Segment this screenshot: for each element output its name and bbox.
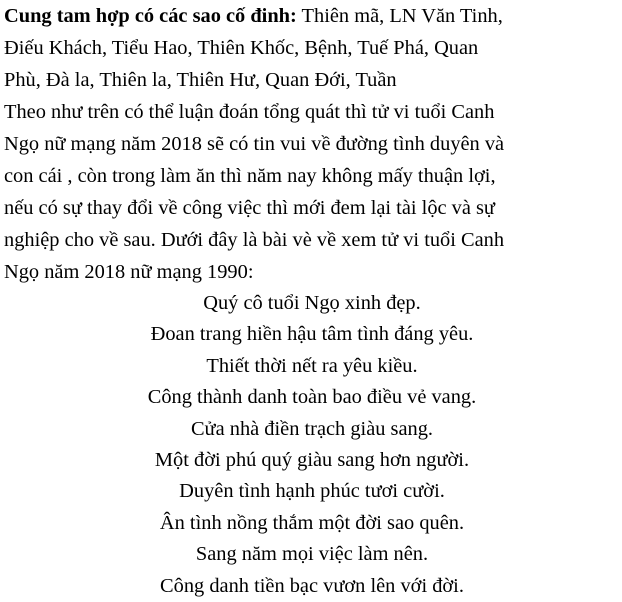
summary-line: Ngọ năm 2018 nữ mạng 1990: bbox=[4, 261, 254, 283]
poem-verse: Công danh tiền bạc vươn lên với đời. bbox=[160, 574, 464, 597]
stars-list-start: Thiên mã, LN Văn Tinh, bbox=[296, 5, 503, 27]
summary-paragraph bbox=[4, 96, 620, 288]
stars-paragraph bbox=[4, 0, 620, 96]
summary-line: Ngọ nữ mạng năm 2018 sẽ có tin vui về đường tình duyên và bbox=[4, 133, 505, 155]
poem-verse: Công thành danh toàn bao điều vẻ vang. bbox=[147, 386, 477, 409]
poem-verse: Sang năm mọi việc làm nên. bbox=[195, 543, 429, 566]
summary-line: Theo như trên có thể luận đoán tổng quát thì tử vi tuổi Canh bbox=[4, 101, 495, 123]
stars-heading-label: Cung tam hợp có các sao cố đinh: bbox=[4, 5, 297, 27]
stars-line-2: Điếu Khách, Tiểu Hao, Thiên Khốc, Bệnh, Tuế Phá, Quan bbox=[4, 37, 479, 59]
summary-line: con cái , còn trong làm ăn thì năm nay không mấy thuận lợi, bbox=[4, 165, 496, 187]
poem-verse: Quý cô tuổi Ngọ xinh đẹp. bbox=[203, 292, 421, 314]
poem-verse: Một đời phú quý giàu sang hơn người. bbox=[154, 449, 470, 472]
poem-verse: Duyên tình hạnh phúc tươi cười. bbox=[179, 480, 445, 503]
poem-verse: Cửa nhà điền trạch giàu sang. bbox=[190, 417, 434, 440]
stars-line-3: Phù, Đà la, Thiên la, Thiên Hư, Quan Đới, Tuần bbox=[4, 69, 397, 91]
document-body bbox=[4, 0, 620, 602]
stars-line-1 bbox=[4, 0, 620, 32]
summary-line: nếu có sự thay đổi về công việc thì mới đem lại tài lộc và sự bbox=[4, 197, 495, 219]
summary-line: nghiệp cho về sau. Dưới đây là bài vè về xem tử vi tuổi Canh bbox=[4, 229, 505, 251]
poem bbox=[4, 288, 620, 602]
poem-verse: Thiết thời nết ra yêu kiều. bbox=[206, 354, 418, 377]
poem-verse: Ân tình nồng thắm một đời sao quên. bbox=[159, 511, 465, 534]
poem-verse: Đoan trang hiền hậu tâm tình đáng yêu. bbox=[150, 323, 474, 346]
